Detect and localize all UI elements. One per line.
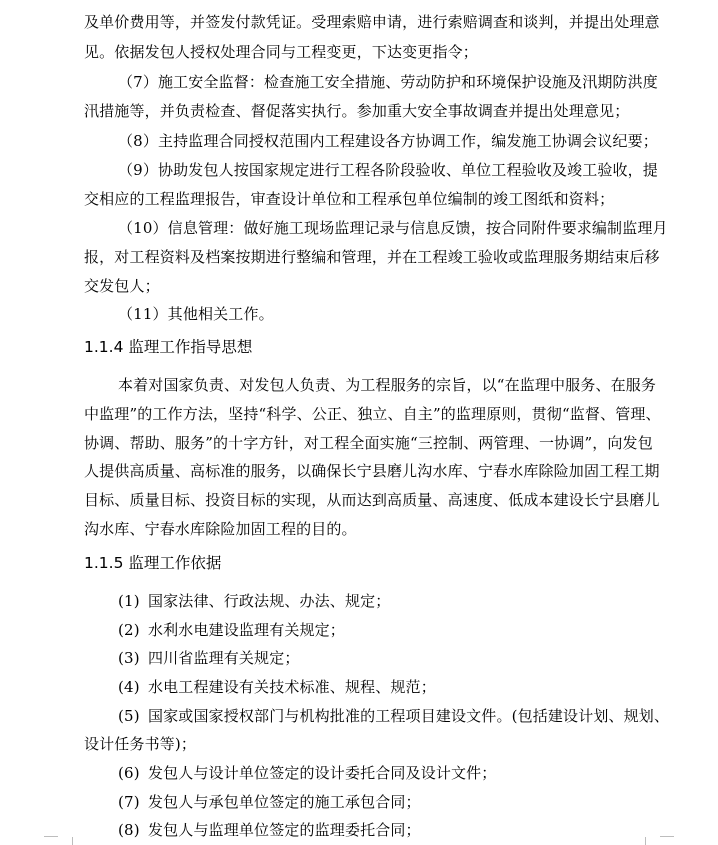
paragraph-line: （11）其他相关工作。 (118, 305, 274, 323)
paragraph-line: 目标、质量目标、投资目标的实现，从而达到高质量、高速度、低成本建设长宁县磨儿 (84, 491, 660, 509)
list-item-text: 国家或国家授权部门与机构批准的工程项目建设文件。(包括建设计划、规划、 (148, 707, 670, 725)
paragraph-line: 本着对国家负责、对发包人负责、为工程服务的宗旨，以“在监理中服务、在服务 (118, 376, 657, 394)
paragraph-line: （8）主持监理合同授权范围内工程建设各方协调工作，编发施工协调会议纪要； (118, 132, 658, 150)
section-heading: 1.1.4 监理工作指导思想 (84, 338, 253, 356)
margin-mark (44, 836, 58, 837)
list-item (118, 792, 421, 812)
list-item-number: (7) (118, 793, 140, 811)
paragraph-line: 交相应的工程监理报告，审查设计单位和工程承包单位编制的竣工图纸和资料； (84, 190, 615, 208)
paragraph-line: 交发包人； (84, 277, 160, 295)
paragraph-line: （9）协助发包人按国家规定进行工程各阶段验收、单位工程验收及竣工验收，提 (118, 161, 658, 179)
list-item-number: (5) (118, 707, 140, 725)
paragraph-line: 中监理”的工作方法，坚持“科学、公正、独立、自主”的监理原则，贯彻“监督、管理、 (84, 405, 661, 423)
list-item (118, 591, 390, 611)
margin-mark (645, 837, 660, 845)
list-item (118, 620, 345, 640)
list-item-number: (8) (118, 821, 140, 839)
list-item-text: 四川省监理有关规定； (148, 649, 300, 667)
list-item-text: 国家法律、行政法规、办法、规定； (148, 592, 391, 610)
paragraph-line: 沟水库、宁春水库除险加固工程的目的。 (84, 520, 357, 538)
paragraph-line: 报，对工程资料及档案按期进行整编和管理，并在工程竣工验收或监理服务期结束后移 (84, 248, 660, 266)
list-item (118, 648, 300, 668)
paragraph-line: 人提供高质量、高标准的服务，以确保长宁县磨儿沟水库、宁春水库除险加固工程工期 (84, 462, 660, 480)
list-item-text: 发包人与监理单位签定的监理委托合同； (148, 821, 421, 839)
margin-mark (660, 836, 674, 837)
list-item-number: (2) (118, 621, 140, 639)
margin-mark (58, 837, 73, 845)
paragraph-line: （7）施工安全监督：检查施工安全措施、劳动防护和环境保护设施及汛期防洪度 (118, 73, 658, 91)
list-item (118, 677, 436, 697)
paragraph-line: 协调、帮助、服务”的十字方针，对工程全面实施“三控制、两管理、一协调”，向发包 (84, 434, 653, 452)
paragraph-line: 见。依据发包人授权处理合同与工程变更，下达变更指令； (84, 43, 478, 61)
paragraph-line: 汛措施等，并负责检查、督促落实执行。参加重大安全事故调查并提出处理意见； (84, 102, 630, 120)
list-item (118, 706, 669, 726)
list-item-text: 发包人与设计单位签定的设计委托合同及设计文件； (148, 764, 497, 782)
list-item-number: (4) (118, 678, 140, 696)
list-item-text: 水电工程建设有关技术标准、规程、规范； (148, 678, 436, 696)
list-item-text: 发包人与承包单位签定的施工承包合同； (148, 793, 421, 811)
paragraph-line: 及单价费用等，并签发付款凭证。受理索赔申请，进行索赔调查和谈判，并提出处理意 (84, 13, 660, 31)
section-heading: 1.1.5 监理工作依据 (84, 554, 222, 572)
paragraph-line: （10）信息管理：做好施工现场监理记录与信息反馈，按合同附件要求编制监理月 (118, 219, 668, 237)
list-item-number: (1) (118, 592, 140, 610)
list-item-number: (3) (118, 649, 140, 667)
list-item-text: 水利水电建设监理有关规定； (148, 621, 345, 639)
list-item-number: (6) (118, 764, 140, 782)
list-item (118, 763, 496, 783)
list-item (118, 820, 421, 840)
list-item-continuation: 设计任务书等)； (84, 735, 197, 753)
